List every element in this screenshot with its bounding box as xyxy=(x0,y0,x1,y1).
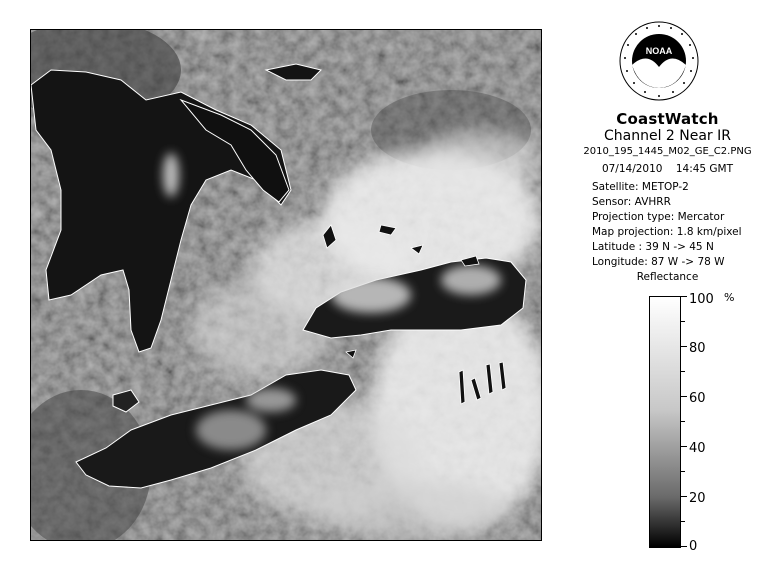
product-title: CoastWatch xyxy=(616,110,719,128)
metadata-projection-type: Projection type: Mercator xyxy=(592,211,725,223)
colorbar-tick-label: 100 xyxy=(689,292,714,307)
colorbar-tick xyxy=(681,546,687,547)
colorbar-gradient xyxy=(649,296,681,548)
noaa-logo xyxy=(619,21,699,101)
image-datetime xyxy=(560,163,775,175)
logo-center-text: NOAA xyxy=(645,46,673,56)
colorbar-tick-label: 60 xyxy=(689,391,706,406)
colorbar-minor-tick xyxy=(681,521,685,522)
colorbar-tick xyxy=(681,446,687,447)
colorbar-minor-tick xyxy=(681,321,685,322)
colorbar-tick-label: 20 xyxy=(689,491,706,506)
metadata-longitude: Longitude: 87 W -> 78 W xyxy=(592,256,725,268)
colorbar xyxy=(649,292,714,554)
colorbar-minor-tick xyxy=(681,371,685,372)
colorbar-minor-tick xyxy=(681,471,685,472)
colorbar-label: Reflectance xyxy=(636,271,699,283)
colorbar-tick xyxy=(681,296,687,297)
colorbar-minor-tick xyxy=(681,421,685,422)
satellite-image xyxy=(30,29,542,541)
image-date: 07/14/2010 xyxy=(601,163,663,175)
image-time: 14:45 GMT xyxy=(675,163,734,175)
colorbar-tick-label: 40 xyxy=(689,441,706,456)
colorbar-unit: % xyxy=(724,291,735,304)
image-filename: 2010_195_1445_M02_GE_C2.PNG xyxy=(583,146,752,157)
colorbar-tick-label: 80 xyxy=(689,341,706,356)
metadata-list xyxy=(592,180,742,270)
metadata-latitude: Latitude : 39 N -> 45 N xyxy=(592,241,714,253)
metadata-map-projection: Map projection: 1.8 km/pixel xyxy=(592,226,742,238)
channel-title: Channel 2 Near IR xyxy=(603,128,731,144)
colorbar-tick xyxy=(681,496,687,497)
metadata-sensor: Sensor: AVHRR xyxy=(592,196,671,208)
colorbar-tick-label: 0 xyxy=(689,539,698,554)
satellite-map-svg xyxy=(31,30,542,541)
colorbar-tick xyxy=(681,396,687,397)
metadata-satellite: Satellite: METOP-2 xyxy=(592,181,689,193)
colorbar-tick xyxy=(681,346,687,347)
